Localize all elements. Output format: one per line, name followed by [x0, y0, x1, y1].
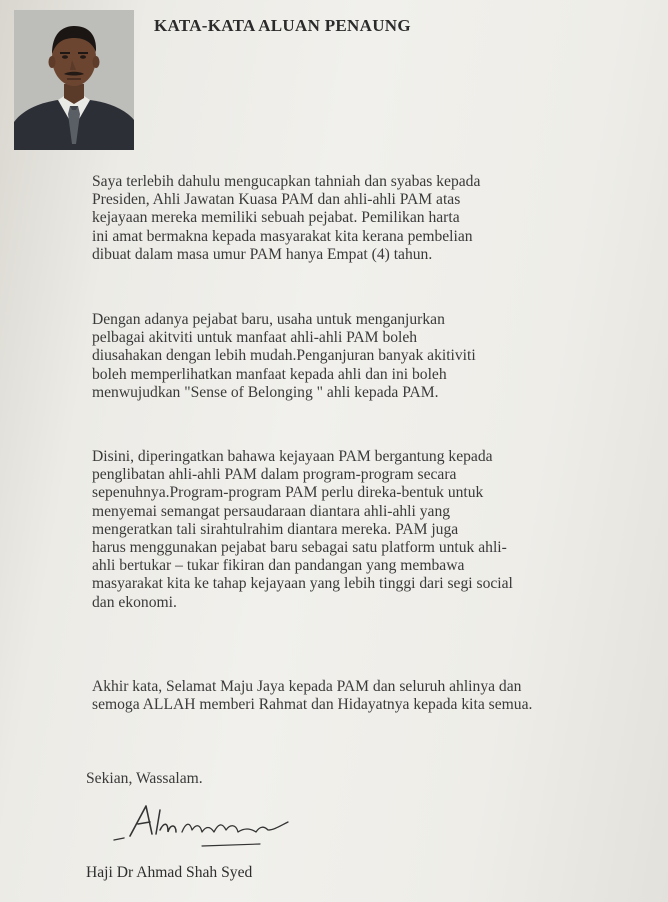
text-line: kejayaan mereka memiliki sebuah pejabat. Pemilikan harta	[92, 209, 460, 227]
handwritten-signature	[110, 800, 310, 855]
text-line: Saya terlebih dahulu mengucapkan tahniah dan syabas kepada	[92, 173, 481, 190]
paragraph-reminder	[92, 448, 513, 612]
text-line: Dengan adanya pejabat baru, usaha untuk menganjurkan	[92, 311, 445, 328]
text-line: diusahakan dengan lebih mudah.Penganjuran banyak akitiviti	[92, 347, 476, 365]
text-line: Akhir kata, Selamat Maju Jaya kepada PAM dan seluruh ahlinya dan	[92, 678, 522, 695]
paragraph-closing-wishes	[92, 678, 532, 714]
text-line: menwujudkan "Sense of Belonging " ahli kepada PAM.	[92, 383, 439, 401]
text-line: harus menggunakan pejabat baru sebagai satu platform untuk ahli-	[92, 539, 507, 557]
text-line: sepenuhnya.Program-program PAM perlu direka-bentuk untuk	[92, 484, 484, 502]
text-line: dan ekonomi.	[92, 593, 177, 611]
text-line: semoga ALLAH memberi Rahmat dan Hidayatnya kepada kita semua.	[92, 696, 533, 714]
signature-image	[110, 800, 310, 850]
text-line: pelbagai akitviti untuk manfaat ahli-ahli PAM boleh	[92, 329, 418, 347]
portrait-photo	[14, 10, 134, 150]
signer-name: Haji Dr Ahmad Shah Syed	[86, 864, 253, 881]
text-line: Presiden, Ahli Jawatan Kuasa PAM dan ahli-ahli PAM atas	[92, 191, 461, 209]
text-line: dibuat dalam masa umur PAM hanya Empat (4) tahun.	[92, 245, 433, 263]
person-portrait-image	[14, 10, 134, 150]
text-line: ahli bertukar – tukar fikiran dan pandangan yang membawa	[92, 557, 465, 575]
text-line: Disini, diperingatkan bahawa kejayaan PAM bergantung kepada	[92, 448, 493, 465]
text-line: mengeratkan tali sirahtulrahim diantara mereka. PAM juga	[92, 520, 459, 538]
text-line: ini amat bermakna kepada masyarakat kita kerana pembelian	[92, 227, 473, 245]
page-title: KATA-KATA ALUAN PENAUNG	[154, 16, 411, 35]
closing-salutation: Sekian, Wassalam.	[86, 770, 203, 787]
text-line: masyarakat kita ke tahap kejayaan yang lebih tinggi dari segi social	[92, 575, 513, 593]
paragraph-new-office	[92, 311, 476, 402]
text-line: menyemai semangat persaudaraan diantara ahli-ahli yang	[92, 502, 451, 520]
paragraph-congratulations	[92, 173, 480, 264]
text-line: penglibatan ahli-ahli PAM dalam program-program secara	[92, 466, 457, 484]
text-line: boleh memperlihatkan manfaat kepada ahli dan ini boleh	[92, 365, 447, 383]
